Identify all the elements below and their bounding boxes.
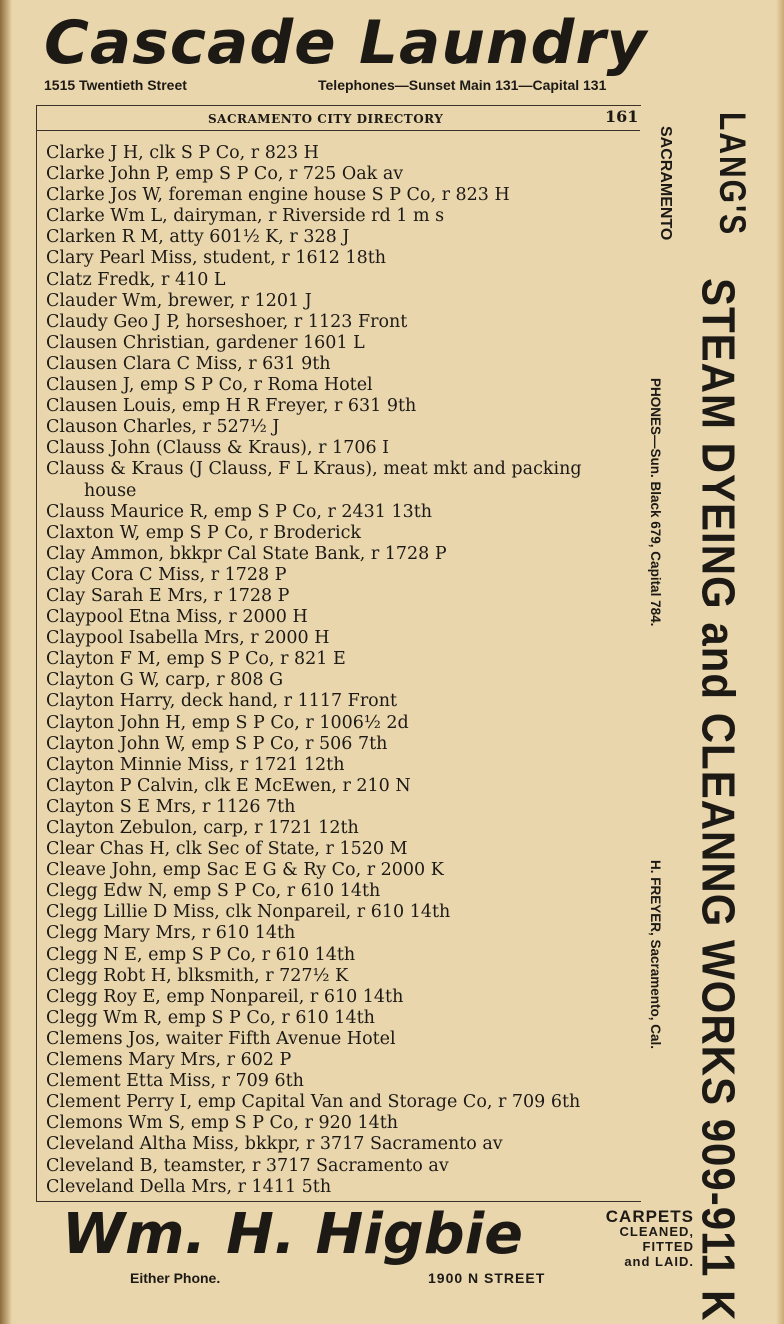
directory-entry: Clarke John P, emp S P Co, r 725 Oak av [46, 164, 404, 185]
directory-entry: Clarke J H, clk S P Co, r 823 H [46, 143, 319, 163]
directory-entry: Clayton F M, emp S P Co, r 821 E [46, 649, 346, 670]
directory-entry: Clausen Louis, emp H R Freyer, r 631 9th [46, 396, 417, 417]
bottom-ad-name: Wm. H. Higbie [62, 1202, 523, 1267]
directory-entry: Claudy Geo J P, horseshoer, r 1123 Front [46, 311, 408, 332]
side-ad-phones: PHONES—Sun. Black 679, Capital 784. [648, 378, 663, 627]
directory-entry: Clauder Wm, brewer, r 1201 J [46, 290, 312, 311]
directory-entry: Clausen Christian, gardener 1601 L [46, 332, 365, 353]
side-ad-name: LANG'S [711, 112, 753, 237]
directory-entry: Clegg N E, emp S P Co, r 610 14th [46, 944, 356, 965]
side-ad-owner: H. FREYER, Sacramento, Cal. [648, 860, 663, 1050]
directory-entry: Claypool Isabella Mrs, r 2000 H [46, 628, 330, 649]
directory-entry: Clegg Edw N, emp S P Co, r 610 14th [46, 881, 381, 902]
directory-entry: Clarke Jos W, foreman engine house S P Co, r 823 H [46, 185, 510, 206]
bottom-ad-phone: Either Phone. [130, 1270, 221, 1286]
directory-entry: Cleave John, emp Sac E G & Ry Co, r 2000 K [46, 860, 444, 881]
bottom-ad-address: 1900 N STREET [428, 1270, 546, 1286]
top-ad-title: Cascade Laundry [44, 8, 648, 78]
directory-entry: Clegg Robt H, blksmith, r 727½ K [46, 965, 349, 986]
directory-listing [46, 143, 642, 1198]
running-header: SACRAMENTO CITY DIRECTORY [208, 112, 444, 126]
directory-entry: Clayton P Calvin, clk E McEwen, r 210 N [46, 775, 411, 796]
directory-entry: Clement Perry I, emp Capital Van and Storage Co, r 709 6th [46, 1092, 581, 1113]
directory-entry: Clayton S E Mrs, r 1126 7th [46, 796, 296, 817]
directory-entry: Clegg Mary Mrs, r 610 14th [46, 923, 296, 944]
directory-entry: Clayton G W, carp, r 808 G [46, 670, 284, 691]
directory-entry: Clayton Harry, deck hand, r 1117 Front [46, 691, 398, 712]
services-line2: CLEANED, [619, 1224, 694, 1239]
directory-entry: Clayton John H, emp S P Co, r 1006½ 2d [46, 712, 409, 733]
header-divider [36, 130, 640, 131]
wrapped-entry-line2: house [84, 480, 137, 501]
directory-entry: Clatz Fredk, r 410 L [46, 269, 226, 290]
directory-entry: Clarken R M, atty 601½ K, r 328 J [46, 227, 350, 248]
directory-entry: Clemons Wm S, emp S P Co, r 920 14th [46, 1113, 399, 1134]
directory-entry: Clary Pearl Miss, student, r 1612 18th [46, 248, 387, 269]
side-ad-city: SACRAMENTO [657, 126, 674, 241]
directory-entry: Clay Cora C Miss, r 1728 P [46, 564, 287, 585]
directory-entry: Cleveland B, teamster, r 3717 Sacramento av [46, 1155, 449, 1176]
directory-entry: Clayton Zebulon, carp, r 1721 12th [46, 818, 359, 838]
directory-entry: Cleveland Della Mrs, r 1411 5th [46, 1176, 332, 1197]
directory-entry: Clay Sarah E Mrs, r 1728 P [46, 585, 290, 606]
directory-entry: Cleveland Altha Miss, bkkpr, r 3717 Sacramento av [46, 1134, 503, 1155]
directory-entry: Clauss Maurice R, emp S P Co, r 2431 13th [46, 501, 433, 522]
page-number: 161 [605, 107, 639, 126]
directory-entry: Clemens Mary Mrs, r 602 P [46, 1050, 292, 1071]
directory-entry: Clay Ammon, bkkpr Cal State Bank, r 1728 P [46, 543, 447, 564]
directory-entry: Claxton W, emp S P Co, r Broderick [46, 522, 362, 543]
directory-entry: Clausen Clara C Miss, r 631 9th [46, 353, 331, 374]
directory-entry: Claypool Etna Miss, r 2000 H [46, 607, 308, 628]
directory-entry: Clemens Jos, waiter Fifth Avenue Hotel [46, 1028, 396, 1049]
services-line3: FITTED [642, 1239, 694, 1254]
page-binding-edge [0, 0, 12, 1324]
side-ad-business: STEAM DYEING and CLEANNG WORKS 909-911 K [692, 278, 745, 1322]
directory-entry: Clauson Charles, r 527½ J [46, 417, 280, 438]
wrapped-entry-line1: Clauss & Kraus (J Clauss, F L Kraus), meat mkt and packing [46, 459, 582, 480]
directory-entry-wrapped [46, 459, 642, 501]
directory-entry: Clement Etta Miss, r 709 6th [46, 1071, 304, 1092]
directory-entry: Clegg Wm R, emp S P Co, r 610 14th [46, 1007, 375, 1028]
top-ad-address: 1515 Twentieth Street [44, 77, 187, 93]
services-line4: and LAID. [624, 1254, 694, 1269]
directory-entry: Clear Chas H, clk Sec of State, r 1520 M [46, 839, 408, 860]
services-line1: CARPETS [605, 1207, 694, 1226]
page-right-edge [776, 0, 784, 1324]
directory-entry: Clausen J, emp S P Co, r Roma Hotel [46, 375, 373, 396]
directory-entry: Clarke Wm L, dairyman, r Riverside rd 1 m s [46, 206, 445, 227]
directory-entry: Clayton John W, emp S P Co, r 506 7th [46, 733, 388, 754]
directory-entry: Clegg Lillie D Miss, clk Nonpareil, r 610 14th [46, 902, 451, 923]
directory-entry: Clayton Minnie Miss, r 1721 12th [46, 754, 345, 775]
bottom-ad-services [584, 1209, 694, 1269]
directory-entry: Clauss John (Clauss & Kraus), r 1706 I [46, 438, 390, 459]
directory-entry: Clegg Roy E, emp Nonpareil, r 610 14th [46, 986, 404, 1007]
top-ad-phones: Telephones—Sunset Main 131—Capital 131 [318, 77, 607, 93]
